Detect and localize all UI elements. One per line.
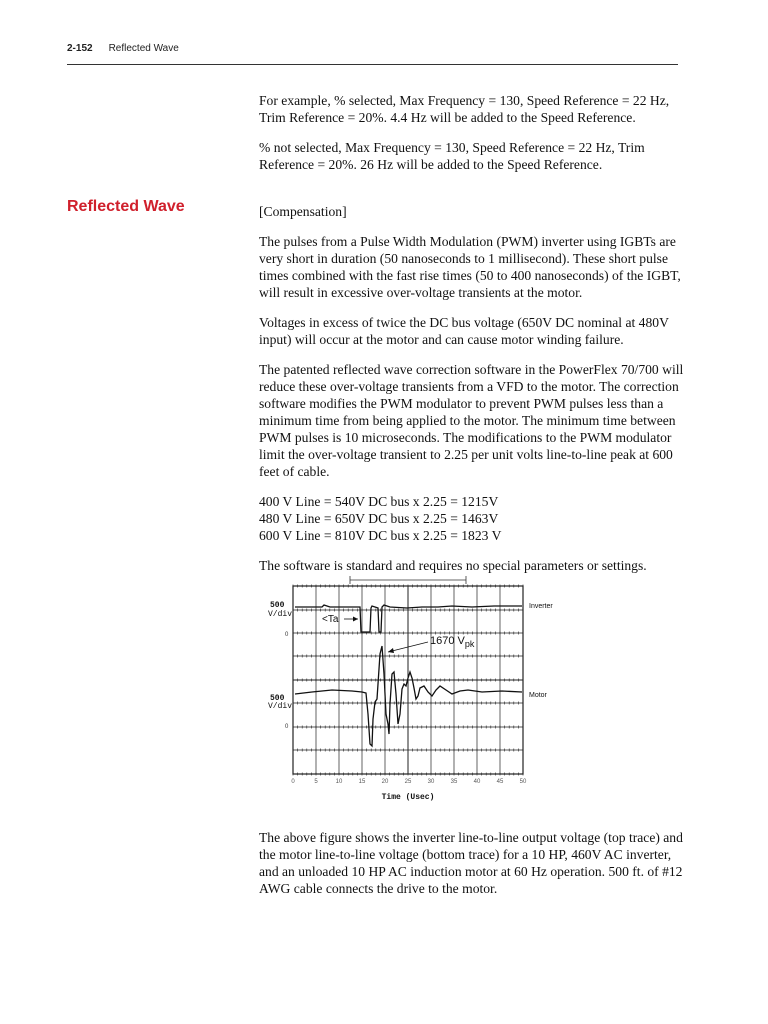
note-paragraph: The software is standard and requires no special parameters or settings. [259,558,647,573]
parameter-tag: [Compensation] [259,204,347,219]
intro-paragraph: % not selected, Max Frequency = 130, Speed Reference = 22 Hz, Trim Reference = 20%. 26 Hz will be added to the Speed Reference. [259,140,645,172]
oscilloscope-figure [262,574,562,806]
peak-value: 1670 V [430,635,465,647]
intro-paragraph: For example, % selected, Max Frequency = 130, Speed Reference = 22 Hz, Trim Reference = 20%. 4.4 Hz will be added to the Speed Reference. [259,93,670,125]
x-tick-label: 15 [358,779,366,785]
ta-annotation: <Ta [322,614,339,625]
section-body [259,203,684,587]
x-tick-label: 5 [314,779,318,785]
top-zero-marker: 0 [285,632,289,638]
inverter-label: Inverter [529,603,553,610]
body-paragraph: The pulses from a Pulse Width Modulation (PWM) inverter using IGBTs are very short in duration (50 nanoseconds to 1 millisecond). These short pulse times combined with the fast rise times (50 to 400 nanoseconds) of the IGBT, will result in excessive over-voltage transients at the motor. [259,234,681,300]
voltage-line: 480 V Line = 650V DC bus x 2.25 = 1463V [259,511,499,526]
header-rule [67,64,678,65]
bottom-scale-value: 500 [270,694,285,703]
bottom-scale-unit: V/div [268,702,293,711]
x-tick-label: 35 [450,779,458,785]
bottom-zero-marker: 0 [285,724,289,730]
x-tick-label: 25 [404,779,412,785]
peak-subscript: pk [464,639,475,649]
caption-paragraph: The above figure shows the inverter line-to-line output voltage (top trace) and the motor line-to-line voltage (bottom trace) for a 10 HP, 460V AC inverter, and an unloaded 10 HP AC induction motor at 60 Hz operation. 500 ft. of #12 AWG cable connects the drive to the motor. [259,830,683,896]
x-tick-label: 45 [496,779,504,785]
voltage-line: 600 V Line = 810V DC bus x 2.25 = 1823 V [259,528,502,543]
x-tick-labels [291,779,527,785]
intro-text [259,92,684,186]
figure-description [259,829,684,910]
top-scale-value: 500 [270,601,285,610]
peak-arrow-head [388,648,394,653]
timing-bracket [350,576,466,584]
x-tick-label: 40 [473,779,481,785]
page-number: 2-152 [67,43,93,54]
x-axis-label: Time (Usec) [381,793,435,802]
body-paragraph: Voltages in excess of twice the DC bus voltage (650V DC nominal at 480V input) will occur at the motor and can cause motor winding failure. [259,315,669,347]
motor-label: Motor [529,692,547,699]
x-tick-label: 10 [335,779,343,785]
oscilloscope-svg [262,574,562,806]
ta-arrow-head [353,617,358,622]
section-title: Reflected Wave [67,198,185,215]
running-head [67,43,179,54]
voltage-list [259,493,684,544]
running-title: Reflected Wave [108,43,179,54]
x-tick-label: 50 [519,779,527,785]
x-tick-label: 20 [381,779,389,785]
body-paragraph: The patented reflected wave correction software in the PowerFlex 70/700 will reduce these over-voltage transients from a VFD to the motor. The correction software modifies the PWM modulator to prevent PWM pulses less than a minimum time from being applied to the motor. The minimum time between PWM pulses is 10 microseconds. The modifications to the PWM modulator limit the over-voltage transient to 2.25 per unit volts line-to-line peak at 600 feet of cable. [259,362,684,479]
voltage-line: 400 V Line = 540V DC bus x 2.25 = 1215V [259,494,499,509]
peak-label [430,635,475,649]
top-scale-unit: V/div [268,610,293,619]
x-tick-label: 0 [291,779,295,785]
x-tick-label: 30 [427,779,435,785]
